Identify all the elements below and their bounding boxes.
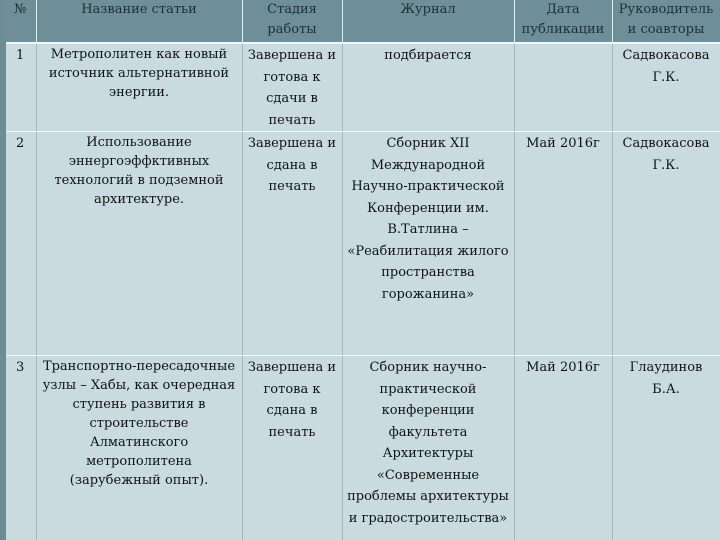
row-title: Транспортно-пересадочные узлы – Хабы, как очередная ступень развития в строительстве Алматинского метрополитена (зарубежный опыт). (36, 356, 242, 540)
row-title: Использование эннергоэффктивных технологий в подземной архитектуре. (36, 132, 242, 356)
articles-table (6, 0, 720, 540)
row-num: 3 (6, 356, 36, 540)
table-row (6, 356, 720, 540)
row-stage: Завершена и готова к сдана в печать (242, 356, 342, 540)
row-stage: Завершена и готова к сдачи в печать (242, 43, 342, 132)
header-date: Дата публикации (514, 0, 612, 43)
row-num: 1 (6, 43, 36, 132)
header-num: № (6, 0, 36, 43)
row-journal: Сборник научно-практической конференции факультета Архитектуры «Современные проблемы архитектуры и градостроительства» (342, 356, 514, 540)
row-supervisor: Садвокасова Г.К. (612, 43, 720, 132)
table-row (6, 43, 720, 132)
row-date: Май 2016г (514, 356, 612, 540)
row-num: 2 (6, 132, 36, 356)
header-journal: Журнал (342, 0, 514, 43)
row-supervisor: Садвокасова Г.К. (612, 132, 720, 356)
row-stage: Завершена и сдана в печать (242, 132, 342, 356)
row-journal: подбирается (342, 43, 514, 132)
table-header-row (6, 0, 720, 43)
row-title: Метрополитен как новый источник альтернативной энергии. (36, 43, 242, 132)
table-row (6, 132, 720, 356)
header-supervisor: Руководитель и соавторы (612, 0, 720, 43)
row-supervisor: Глаудинов Б.А. (612, 356, 720, 540)
header-stage: Стадия работы (242, 0, 342, 43)
header-title: Название статьи (36, 0, 242, 43)
row-journal: Сборник XII Международной Научно-практической Конференции им. В.Татлина – «Реабилитация жилого пространства горожанина» (342, 132, 514, 356)
row-date: Май 2016г (514, 132, 612, 356)
row-date (514, 43, 612, 132)
